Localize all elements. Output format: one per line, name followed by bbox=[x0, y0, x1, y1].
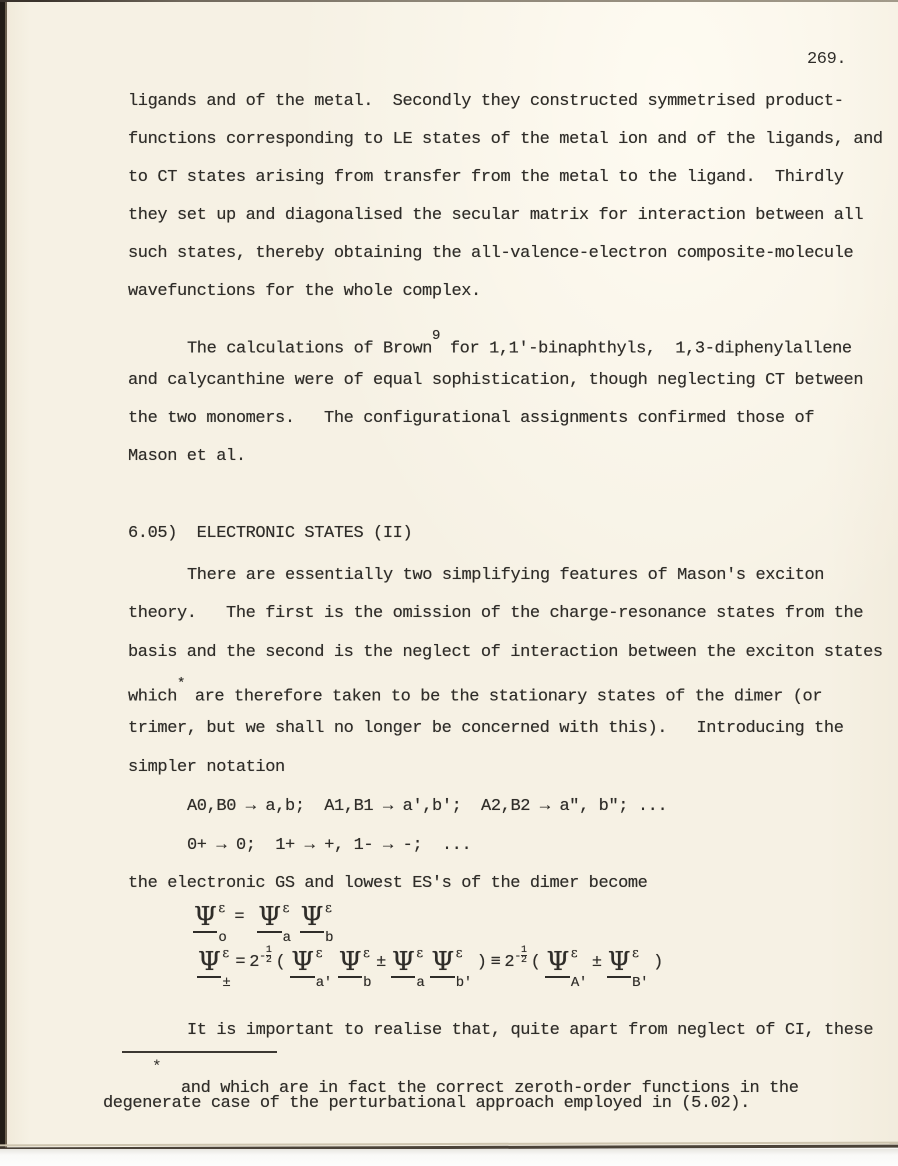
psi-subscript: a bbox=[282, 930, 291, 946]
psi-term bbox=[545, 946, 587, 991]
equals-sign: = bbox=[234, 908, 245, 927]
text-line: to CT states arising from transfer from the metal to the ligand. Thirdly bbox=[128, 168, 844, 187]
psi-subscript: B' bbox=[632, 975, 649, 991]
text-run: for 1,1'-binaphthyls, 1,3-diphenylallene bbox=[440, 339, 852, 359]
footnote-line: degenerate case of the perturbational approach employed in (5.02). bbox=[103, 1094, 750, 1113]
psi-glyph: Ψ bbox=[194, 902, 217, 932]
psi-subscript: a bbox=[416, 975, 425, 991]
text-line: such states, thereby obtaining the all-valence-electron composite-molecule bbox=[128, 244, 854, 263]
psi-superscript: ε bbox=[282, 901, 289, 916]
text-line bbox=[187, 328, 852, 360]
psi-glyph: Ψ bbox=[198, 947, 221, 977]
text-line: and calycanthine were of equal sophistication, though neglecting CT between bbox=[128, 371, 864, 390]
coefficient bbox=[504, 945, 527, 978]
open-paren: ( bbox=[530, 953, 541, 972]
psi-term bbox=[193, 901, 227, 946]
text-line: trimer, but we shall no longer be concerned with this). Introducing the bbox=[128, 719, 844, 738]
psi-term bbox=[257, 901, 291, 946]
text-line: wavefunctions for the whole complex. bbox=[128, 282, 481, 301]
plus-minus-sign: ± bbox=[591, 953, 602, 972]
footnote-rule bbox=[122, 1051, 277, 1053]
psi-glyph: Ψ bbox=[431, 947, 454, 977]
psi-subscript: ± bbox=[222, 975, 231, 991]
section-heading: 6.05) ELECTRONIC STATES (II) bbox=[128, 524, 413, 543]
psi-subscript: b bbox=[363, 975, 372, 991]
close-paren: ) bbox=[476, 953, 487, 972]
text-line: functions corresponding to LE states of the metal ion and of the ligands, and bbox=[128, 130, 883, 149]
open-paren: ( bbox=[275, 953, 286, 972]
equation-2 bbox=[196, 945, 663, 991]
text-line: the electronic GS and lowest ES's of the dimer become bbox=[128, 874, 648, 893]
coefficient-base: 2 bbox=[504, 953, 515, 972]
minus-sign: - bbox=[259, 948, 266, 963]
text-line: Mason et al. bbox=[128, 447, 246, 466]
equation-1 bbox=[192, 901, 334, 946]
reference-superscript: 9 bbox=[432, 328, 441, 344]
psi-glyph: Ψ bbox=[391, 947, 415, 977]
psi-subscript: a' bbox=[315, 975, 332, 991]
text-line: simpler notation bbox=[128, 758, 285, 777]
psi-superscript: ε bbox=[416, 946, 423, 961]
coefficient bbox=[249, 945, 272, 978]
psi-glyph: Ψ bbox=[546, 947, 569, 977]
text-run: which bbox=[128, 687, 178, 707]
page-number: 269. bbox=[807, 50, 847, 69]
psi-superscript: ε bbox=[222, 946, 229, 961]
footnote-line: and which are in fact the correct zeroth-order functions in the bbox=[181, 1079, 799, 1098]
text-line: There are essentially two simplifying features of Mason's exciton bbox=[187, 566, 825, 585]
text-line: they set up and diagonalised the secular matrix for interaction between all bbox=[128, 206, 864, 225]
psi-subscript: b bbox=[325, 930, 334, 946]
text-line: ligands and of the metal. Secondly they constructed symmetrised product- bbox=[128, 92, 844, 111]
psi-superscript: ε bbox=[363, 946, 370, 961]
psi-subscript: o bbox=[218, 930, 227, 946]
footnote-superscript: * bbox=[177, 676, 186, 692]
psi-term bbox=[607, 946, 649, 991]
psi-term bbox=[290, 946, 332, 991]
text-line: basis and the second is the neglect of interaction between the exciton states bbox=[128, 643, 883, 662]
coefficient-base: 2 bbox=[249, 953, 260, 972]
text-run: The calculations of Brown bbox=[187, 339, 433, 359]
footnote-marker: * bbox=[152, 1058, 162, 1076]
fraction-one-half: $\frac{1}{2}$ bbox=[521, 945, 527, 966]
psi-term bbox=[300, 901, 334, 946]
notation-line: 0+ → 0; 1+ → +, 1- → -; ... bbox=[187, 836, 472, 855]
psi-superscript: ε bbox=[570, 946, 578, 961]
minus-sign: - bbox=[514, 948, 522, 963]
text-line: theory. The first is the omission of the charge-resonance states from the bbox=[128, 604, 864, 623]
scanner-background bbox=[0, 1149, 898, 1166]
psi-glyph: Ψ bbox=[607, 947, 631, 977]
psi-superscript: ε bbox=[325, 901, 332, 916]
psi-subscript: b' bbox=[455, 975, 472, 991]
paper-top-edge bbox=[0, 0, 898, 2]
psi-glyph: Ψ bbox=[338, 947, 362, 977]
paper-left-edge bbox=[0, 0, 7, 1149]
plus-minus-sign: ± bbox=[376, 953, 386, 972]
psi-term bbox=[338, 946, 372, 991]
psi-superscript: ε bbox=[315, 946, 323, 961]
close-paren: ) bbox=[653, 953, 663, 972]
text-line: the two monomers. The configurational assignments confirmed those of bbox=[128, 409, 815, 428]
psi-term bbox=[197, 946, 231, 991]
psi-term bbox=[430, 946, 472, 991]
fraction-one-half: $\frac{1}{2}$ bbox=[265, 945, 272, 966]
psi-superscript: ε bbox=[218, 901, 225, 916]
psi-superscript: ε bbox=[632, 946, 639, 961]
psi-superscript: ε bbox=[455, 946, 463, 961]
equals-sign: = bbox=[235, 953, 246, 972]
psi-subscript: A' bbox=[570, 975, 587, 991]
psi-glyph: Ψ bbox=[258, 902, 281, 932]
notation-line: A0,B0 → a,b; A1,B1 → a',b'; A2,B2 → a", b"; ... bbox=[187, 797, 668, 816]
text-run: are therefore taken to be the stationary states of the dimer (or bbox=[185, 687, 823, 707]
psi-term bbox=[391, 946, 425, 991]
psi-glyph: Ψ bbox=[300, 902, 324, 932]
text-line bbox=[128, 676, 823, 708]
psi-glyph: Ψ bbox=[291, 947, 314, 977]
text-line: It is important to realise that, quite apart from neglect of CI, these bbox=[187, 1021, 874, 1040]
equiv-sign: ≡ bbox=[490, 953, 501, 972]
